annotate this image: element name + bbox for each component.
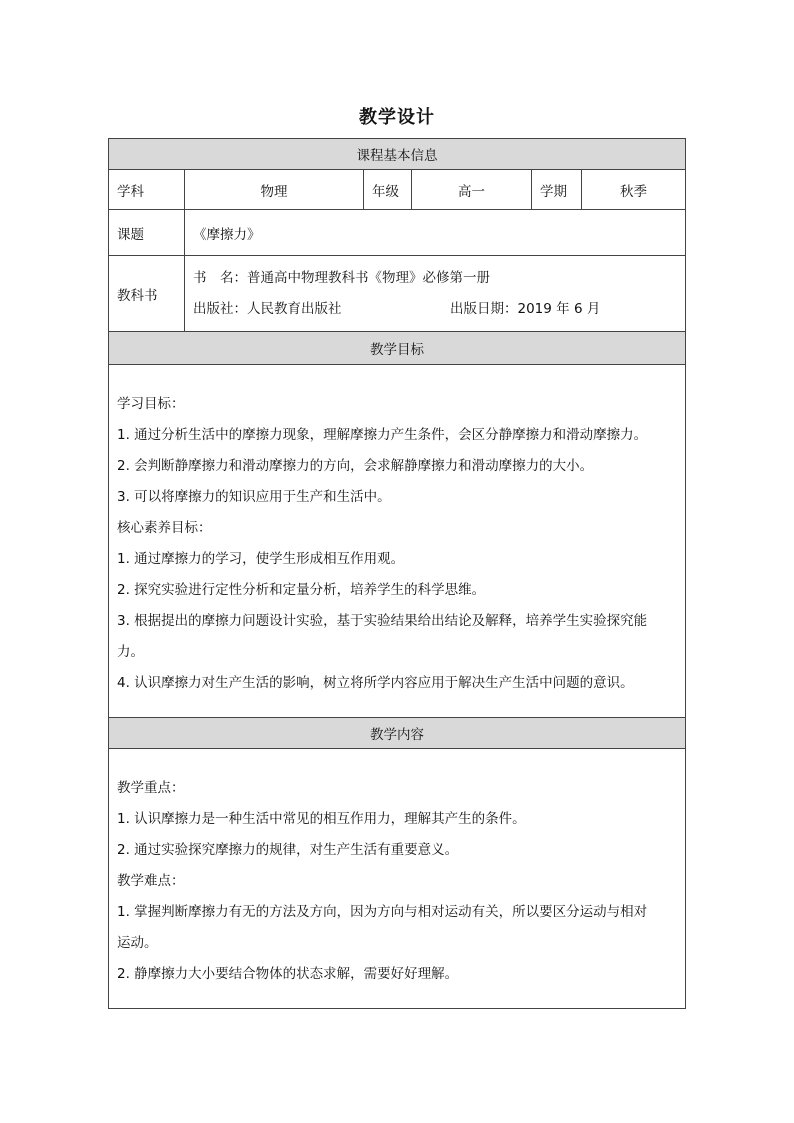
section-header-content: 教学内容 (109, 718, 686, 749)
term-value: 秋季 (582, 170, 686, 210)
section-header-basic-info: 课程基本信息 (109, 139, 686, 170)
goals-line: 2. 探究实验进行定性分析和定量分析，培养学生的科学思维。 (117, 582, 486, 598)
grade-value: 高一 (412, 170, 532, 210)
section-header-goals: 教学目标 (109, 332, 686, 365)
document-title: 教学设计 (359, 107, 435, 128)
content-line: 2. 静摩擦力大小要结合物体的状态求解，需要好好理解。 (117, 966, 459, 982)
lesson-design-table (108, 138, 686, 1009)
goals-line: 2. 会判断静摩擦力和滑动摩擦力的方向，会求解静摩擦力和滑动摩擦力的大小。 (117, 458, 594, 474)
grade-label: 年级 (364, 170, 412, 210)
content-line: 教学难点： (117, 873, 185, 889)
content-block (109, 749, 686, 1009)
goals-line: 3. 根据提出的摩擦力问题设计实验，基于实验结果给出结论及解释，培养学生实验探究能 (117, 613, 648, 629)
topic-value: 《摩擦力》 (185, 210, 686, 256)
goals-line: 核心素养目标： (117, 520, 212, 536)
subject-label: 学科 (109, 170, 185, 210)
goals-line: 学习目标： (117, 396, 185, 412)
content-line: 运动。 (117, 935, 158, 951)
term-label: 学期 (532, 170, 582, 210)
content-line: 1. 掌握判断摩擦力有无的方法及方向，因为方向与相对运动有关，所以要区分运动与相对 (117, 904, 648, 920)
goals-line: 4. 认识摩擦力对生产生活的影响，树立将所学内容应用于解决生产生活中问题的意识。 (117, 675, 634, 691)
content-line: 1. 认识摩擦力是一种生活中常见的相互作用力，理解其产生的条件。 (117, 811, 526, 827)
goals-line: 力。 (117, 644, 144, 660)
textbook-publisher-row (185, 294, 685, 325)
textbook-publish-date: 出版日期：2019 年 6 月 (450, 300, 601, 317)
goals-line: 1. 通过分析生活中的摩擦力现象，理解摩擦力产生条件，会区分静摩擦力和滑动摩擦力。 (117, 427, 648, 443)
textbook-info (185, 256, 686, 332)
goals-line: 3. 可以将摩擦力的知识应用于生产和生活中。 (117, 489, 391, 505)
textbook-publisher: 出版社：人民教育出版社 (193, 300, 342, 317)
goals-block (109, 365, 686, 718)
content-line: 2. 通过实验探究摩擦力的规律，对生产生活有重要意义。 (117, 842, 459, 858)
content-line: 教学重点： (117, 780, 185, 796)
topic-label: 课题 (109, 210, 185, 256)
textbook-label: 教科书 (109, 256, 185, 332)
textbook-name: 书 名：普通高中物理教科书《物理》必修第一册 (193, 269, 490, 286)
subject-value: 物理 (185, 170, 364, 210)
goals-line: 1. 通过摩擦力的学习，使学生形成相互作用观。 (117, 551, 405, 567)
